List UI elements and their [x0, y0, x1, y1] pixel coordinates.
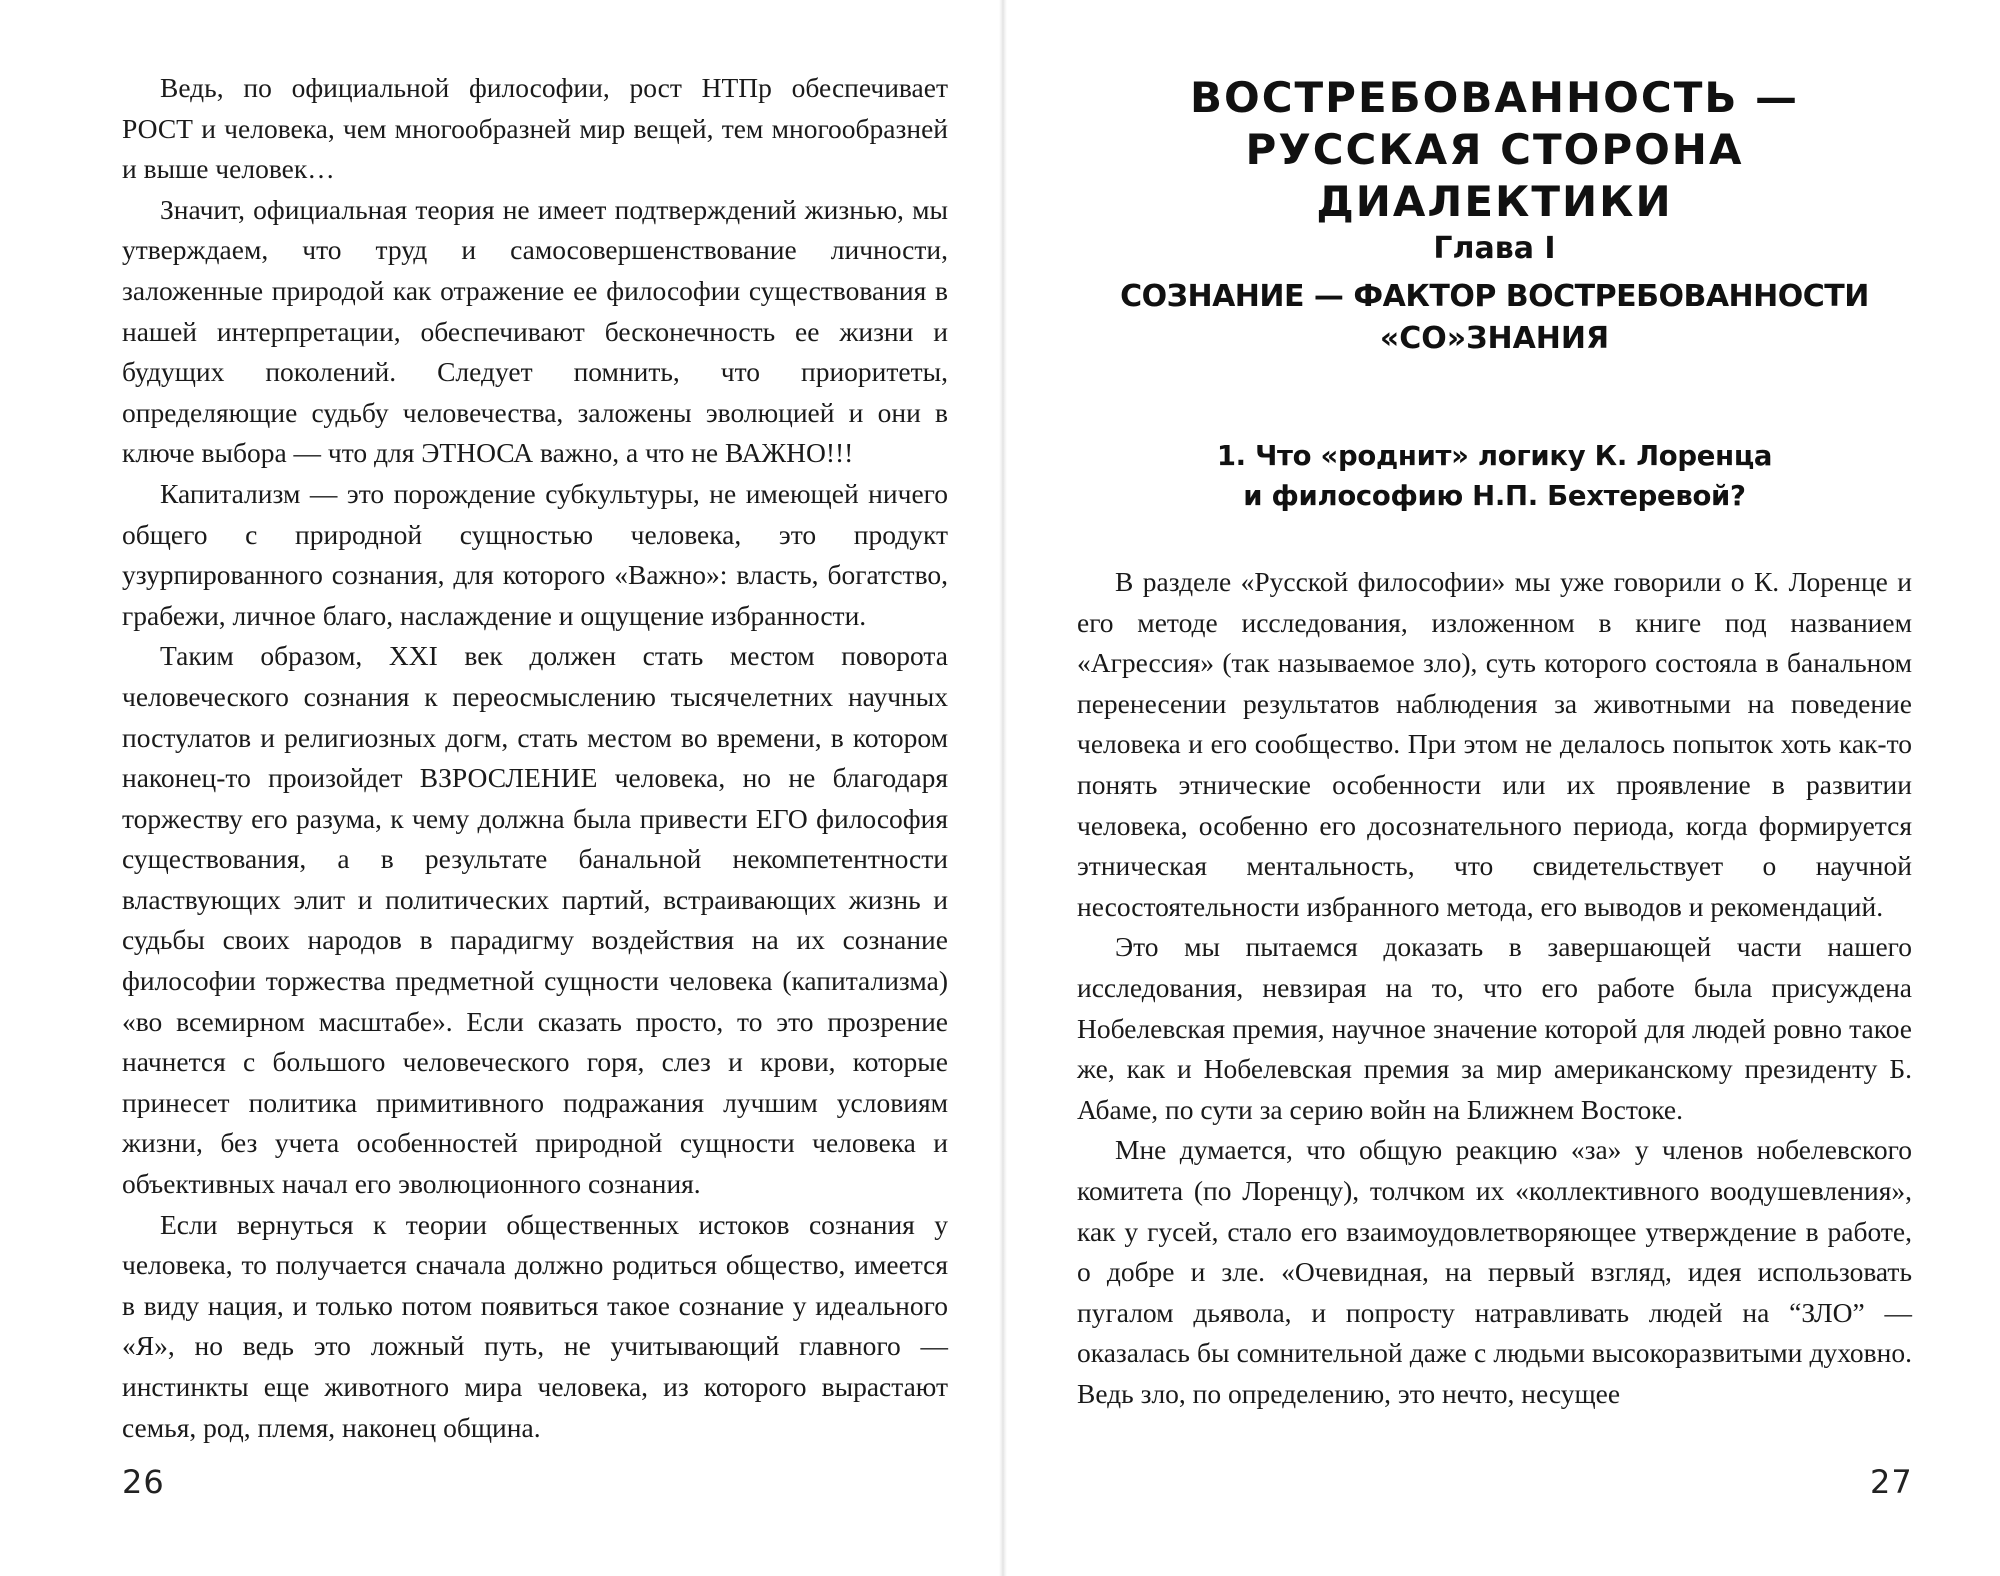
right-paragraph-1: В разделе «Русской философии» мы уже говорили о К. Лоренце и его методе исследования, изложенном в книге под названием «Агрессия» (так называемое зло), суть которого состояла в банальном перенесении результатов наблюдения за животными на поведение человека и его сообщество. При этом не делалось попыток хоть как-то понять этнические особенности или их проявление в развитии человека, особенно его досознательного периода, когда формируется этническая ментальность, что свидетельствует о научной несостоятельности избранного метода, его выводов и рекомендаций. [1077, 566, 1912, 922]
section-title-line-2: и философию Н.П. Бехтеревой? [1243, 480, 1746, 512]
left-paragraph-4: Таким образом, XXI век должен стать местом поворота человеческого сознания к переосмыслению тысячелетних научных постулатов и религиозных догм, стать местом во времени, в котором наконец-то произойдет ВЗРОСЛЕНИЕ человека, но не благодаря торжеству его разума, к чему должна была привести ЕГО философия существования, а в результате банальной некомпетентности властвующих элит и политических партий, встраивающих жизнь и судьбы своих народов в парадигму воздействия на их сознание философии торжества предметной сущности человека (капитализма) «во всемирном масштабе». Если сказать просто, то это прозрение начнется с большого человеческого горя, слез и крови, которые принесет политика примитивного подражания лучшим условиям жизни, без учета особенностей природной сущности человека и объективных начал его эволюционного сознания. [122, 640, 948, 1200]
page-number-left: 26 [122, 1463, 165, 1501]
part-title-line-3: ДИАЛЕКТИКИ [1316, 177, 1673, 226]
section-title-line-1: 1. Что «роднит» логику К. Лоренца [1216, 440, 1773, 472]
right-page-text [1077, 562, 1912, 1414]
part-title-line-2: РУССКАЯ СТОРОНА [1245, 125, 1744, 174]
chapter-title-line-1: СОЗНАНИЕ — ФАКТОР ВОСТРЕБОВАННОСТИ [1120, 279, 1869, 314]
right-page [1007, 0, 2000, 1576]
left-paragraph-3: Капитализм — это порождение субкультуры, не имеющей ничего общего с природной сущностью человека, это продукт узурпированного сознания, для которого «Важно»: власть, богатство, грабежи, личное благо, наслаждение и ощущение избранности. [122, 477, 948, 631]
left-paragraph-2: Значит, официальная теория не имеет подтверждений жизнью, мы утверждаем, что труд и самосовершенствование личности, заложенные природой как отражение ее философии существования в нашей интерпретации, обеспечивают бесконечность ее жизни и будущих поколений. Следует помнить, что приоритеты, определяющие судьбу человечества, заложены эволюцией и они в ключе выбора — что для ЭТНОСА важно, а что не ВАЖНО!!! [122, 193, 948, 469]
left-paragraph-1: Ведь, по официальной философии, рост НТПр обеспечивает РОСТ и человека, чем многообразней мир вещей, тем многообразней и выше человек… [122, 72, 948, 185]
right-paragraph-3: Мне думается, что общую реакцию «за» у членов нобелевского комитета (по Лоренцу), толчком их «коллективного воодушевления», как у гусей, стало его взаимоудовлетворяющее утверждение в работе, о добре и зле. «Очевидная, на первый взгляд, идея использовать пугалом дьявола, и попросту натравливать людей на “ЗЛО” — оказалась бы сомнительной даже с людьми высокоразвитыми духовно. Ведь зло, по определению, это нечто, несущее [1077, 1134, 1912, 1409]
chapter-title-line-2: «СО»ЗНАНИЯ [1379, 321, 1610, 356]
book-gutter [999, 0, 1007, 1576]
left-page [0, 0, 999, 1576]
left-paragraph-5: Если вернуться к теории общественных истоков сознания у человека, то получается сначала должно родиться общество, имеется в виду нация, и только потом появиться такое сознание у идеального «Я», но ведь это ложный путь, не учитывающий главного — инстинкты еще животного мира человека, из которого вырастают семья, род, племя, наконец община. [122, 1208, 948, 1443]
chapter-label: Глава I [1433, 231, 1556, 266]
part-title-line-1: ВОСТРЕБОВАННОСТЬ — [1189, 73, 1799, 122]
right-paragraph-2: Это мы пытаемся доказать в завершающей части нашего исследования, невзирая на то, что его работе была присуждена Нобелевская премия, научное значение которой для людей ровно такое же, как и Нобелевская премия за мир американскому президенту Б. Абаме, по сути за серию войн на Ближнем Востоке. [1077, 931, 1912, 1125]
page-number-right: 27 [1870, 1463, 1913, 1501]
part-heading [1077, 72, 1912, 360]
left-page-text [122, 68, 948, 1448]
section-title [1077, 436, 1912, 516]
